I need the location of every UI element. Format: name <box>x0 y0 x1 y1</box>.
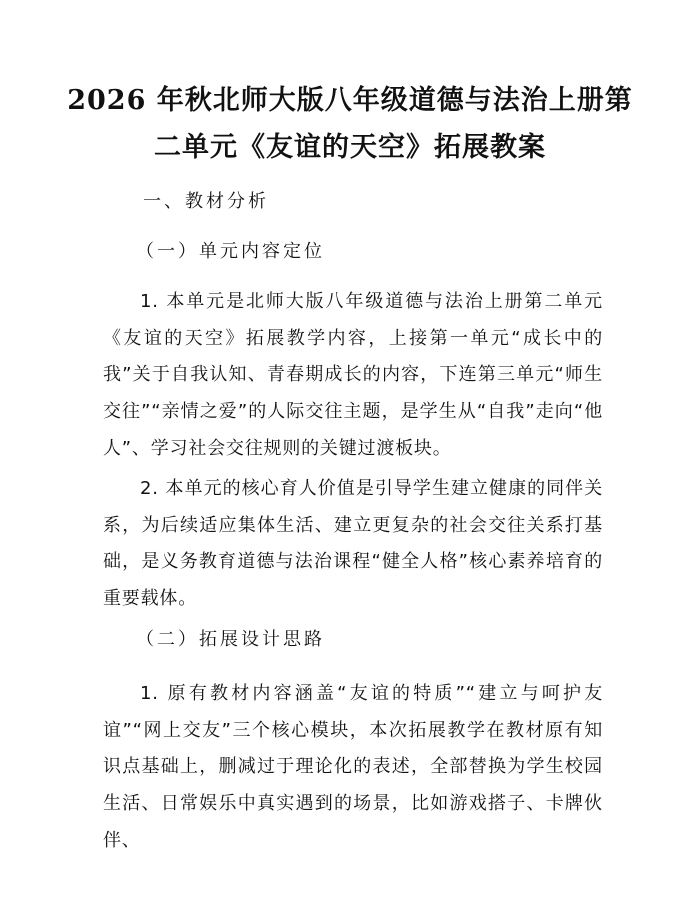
document-title-line-2: 二单元《友谊的天空》拓展教案 <box>154 132 546 163</box>
section-heading-textbook-analysis: 一、教材分析 <box>143 191 269 212</box>
subsection-heading-design-approach: （二）拓展设计思路 <box>136 629 325 650</box>
paragraph: 1. 本单元是北师大版八年级道德与法治上册第二单元《友谊的天空》拓展教学内容，上接第一单元“成长中的我”关于自我认知、青春期成长的内容，下连第三单元“师生交往”“亲情之爱”的人际交往主题，是学生从“自我”走向“他人”、学习社会交往规则的关键过渡板块。 <box>103 291 603 459</box>
paragraph: 1. 原有教材内容涵盖“友谊的特质”“建立与呵护友谊”“网上交友”三个核心模块，本次拓展教学在教材原有知识点基础上，删减过于理论化的表述，全部替换为学生校园生活、日常娱乐中真实遇到的场景，比如游戏搭子、卡牌伙伴、 <box>103 683 603 851</box>
subsection-heading-unit-positioning: （一）单元内容定位 <box>136 241 325 262</box>
paragraph: 2. 本单元的核心育人价值是引导学生建立健康的同伴关系，为后续适应集体生活、建立更复杂的社会交往关系打基础，是义务教育道德与法治课程“健全人格”核心素养培育的重要载体。 <box>103 478 603 610</box>
document-title-line-1: 2026 年秋北师大版八年级道德与法治上册第 <box>67 85 633 116</box>
